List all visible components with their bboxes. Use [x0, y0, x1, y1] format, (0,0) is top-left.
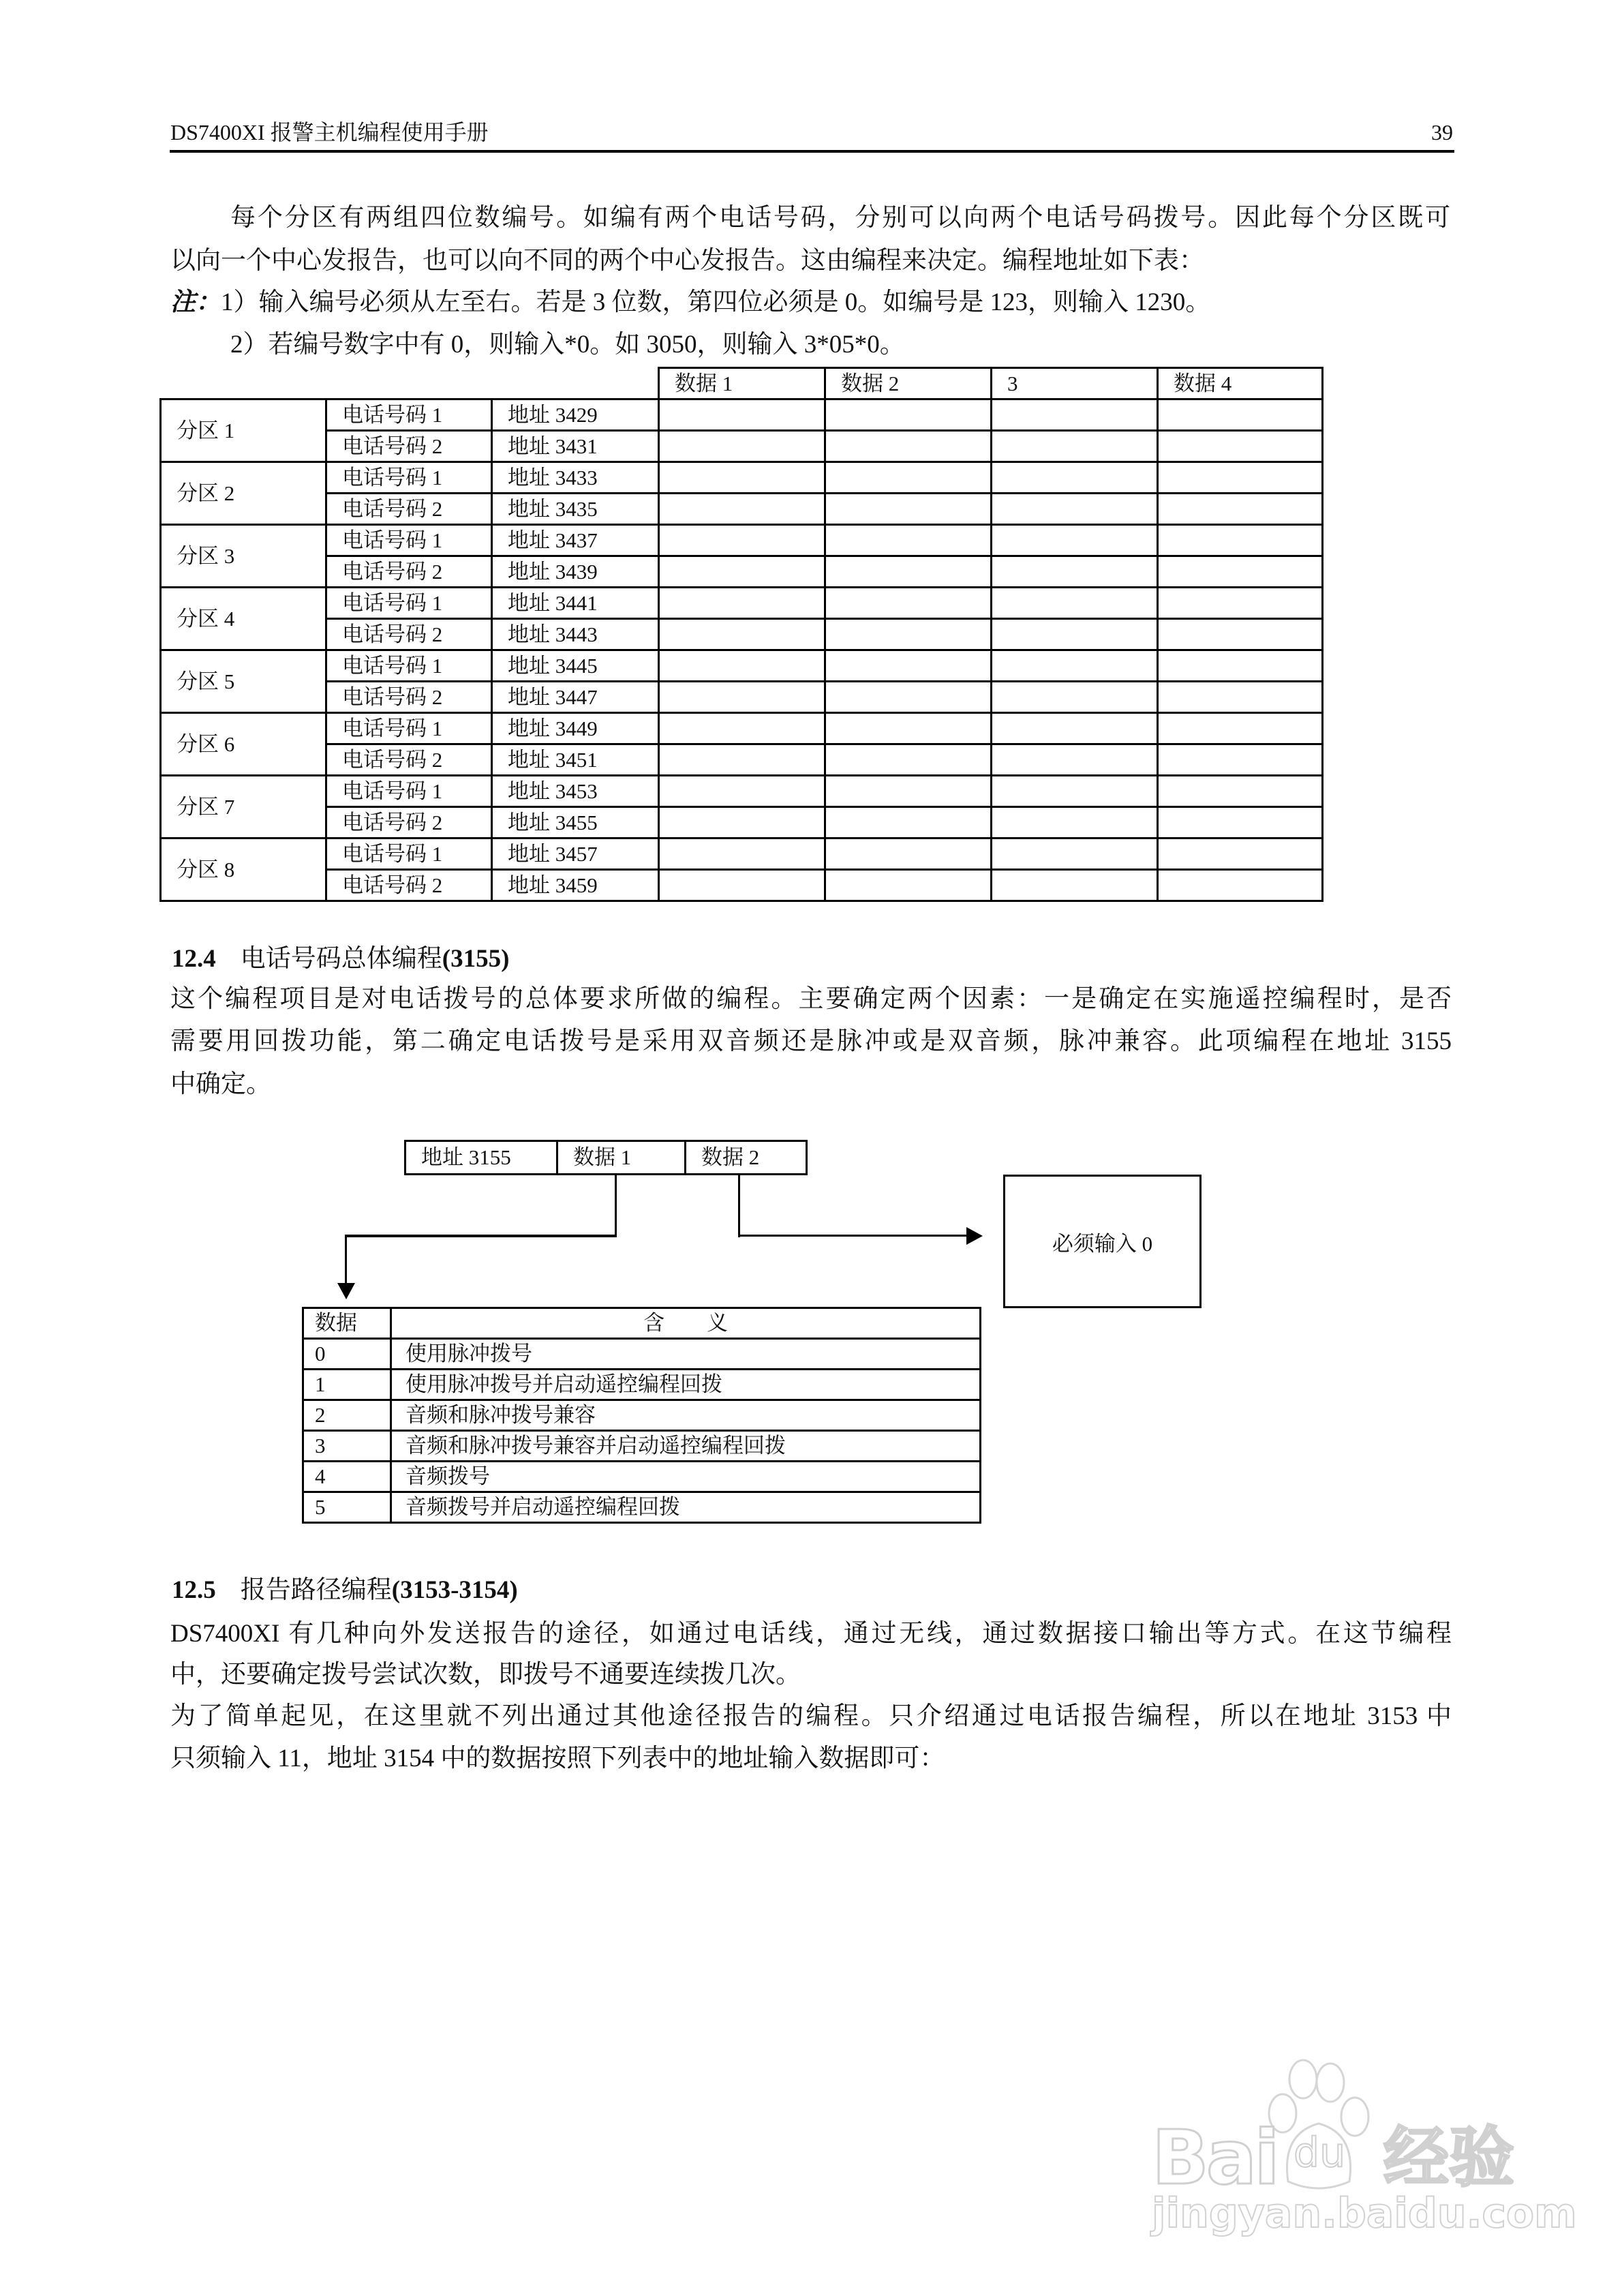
- section-12-4-line-3: 中确定。: [170, 1070, 271, 1098]
- partition-label-cell: 分区 6: [161, 713, 326, 776]
- phone-1-label-cell: 电话号码 1: [326, 776, 492, 807]
- data-entry-cell: [825, 619, 992, 650]
- watermark-du-text: du: [1294, 2129, 1346, 2177]
- section-title: 电话号码总体编程: [240, 945, 442, 973]
- section-12-5-line-1: DS7400XI 有几种向外发送报告的途径，如通过电话线，通过无线，通过数据接口输出等方式。在这节编程: [170, 1620, 1452, 1648]
- phone-2-label-cell: 电话号码 2: [326, 619, 492, 650]
- header-cell-data1: 数据 1: [659, 368, 825, 399]
- section-number: 12.4: [172, 945, 216, 973]
- header-cell-data3: 3: [992, 368, 1158, 399]
- data-entry-cell: [659, 462, 825, 494]
- data-entry-cell: [659, 744, 825, 776]
- data-entry-cell: [825, 525, 992, 556]
- data-entry-cell: [825, 650, 992, 682]
- data-entry-cell: [992, 839, 1158, 870]
- data-entry-cell: [1158, 839, 1323, 870]
- data-entry-cell: [992, 807, 1158, 839]
- table-row: [161, 682, 1323, 713]
- phone-2-label-cell: 电话号码 2: [326, 431, 492, 462]
- address-2-cell: 地址 3431: [492, 431, 659, 462]
- address-1-cell: 地址 3433: [492, 462, 659, 494]
- meaning-value-cell: 4: [303, 1462, 391, 1492]
- address-2-cell: 地址 3455: [492, 807, 659, 839]
- address-2-cell: 地址 3451: [492, 744, 659, 776]
- data-entry-cell: [825, 870, 992, 901]
- data-entry-cell: [659, 588, 825, 619]
- meaning-value-cell: 5: [303, 1492, 391, 1523]
- data-entry-cell: [992, 588, 1158, 619]
- table-row: [161, 807, 1323, 839]
- partition-label-cell: 分区 2: [161, 462, 326, 525]
- phone-2-label-cell: 电话号码 2: [326, 744, 492, 776]
- connector-data1-vertical: [615, 1175, 617, 1237]
- meaning-row: [303, 1370, 981, 1400]
- meaning-header-data: 数据: [303, 1308, 391, 1339]
- watermark-bai-text: Bai: [1152, 2114, 1277, 2201]
- data-entry-cell: [825, 744, 992, 776]
- data-entry-cell: [659, 776, 825, 807]
- meaning-value-cell: 1: [303, 1370, 391, 1400]
- note-1-text: 1）输入编号必须从左至右。若是 3 位数，第四位必须是 0。如编号是 123，则输入 1230。: [221, 288, 1211, 316]
- phone-1-label-cell: 电话号码 1: [326, 399, 492, 431]
- table-row: [161, 431, 1323, 462]
- data-entry-cell: [1158, 619, 1323, 650]
- address-2-cell: 地址 3459: [492, 870, 659, 901]
- partition-address-table: [159, 367, 1323, 902]
- partition-label-cell: 分区 7: [161, 776, 326, 839]
- phone-2-label-cell: 电话号码 2: [326, 870, 492, 901]
- header-rule: [170, 150, 1454, 153]
- data-entry-cell: [659, 839, 825, 870]
- data-entry-cell: [1158, 462, 1323, 494]
- data-entry-cell: [1158, 650, 1323, 682]
- section-12-5-line-2: 中，还要确定拨号尝试次数，即拨号不通要连续拨几次。: [170, 1661, 801, 1689]
- address-1-cell: 地址 3437: [492, 525, 659, 556]
- data-entry-cell: [825, 399, 992, 431]
- data-entry-cell: [992, 650, 1158, 682]
- data-entry-cell: [659, 807, 825, 839]
- address-2-cell: 地址 3435: [492, 494, 659, 525]
- table-row: [161, 839, 1323, 870]
- data-entry-cell: [659, 713, 825, 744]
- data-entry-cell: [825, 682, 992, 713]
- meaning-text-cell: 使用脉冲拨号并启动遥控编程回拨: [391, 1370, 981, 1400]
- connector-data1-horizontal: [345, 1235, 617, 1237]
- note-line-1: [170, 286, 1452, 319]
- data-entry-cell: [992, 744, 1158, 776]
- meaning-row: [303, 1400, 981, 1431]
- data-entry-cell: [1158, 399, 1323, 431]
- data-entry-cell: [992, 399, 1158, 431]
- data-entry-cell: [659, 494, 825, 525]
- data-entry-cell: [825, 556, 992, 588]
- phone-1-label-cell: 电话号码 1: [326, 525, 492, 556]
- address-1-cell: 地址 3445: [492, 650, 659, 682]
- data-entry-cell: [1158, 431, 1323, 462]
- data-entry-cell: [825, 588, 992, 619]
- partition-label-cell: 分区 5: [161, 650, 326, 713]
- data-entry-cell: [1158, 556, 1323, 588]
- data-entry-cell: [825, 713, 992, 744]
- data-entry-cell: [1158, 682, 1323, 713]
- data-entry-cell: [1158, 494, 1323, 525]
- note-line-2: 2）若编号数字中有 0，则输入*0。如 3050，则输入 3*05*0。: [230, 331, 905, 359]
- data2-box-text: 必须输入 0: [1052, 1231, 1153, 1256]
- meaning-row: [303, 1492, 981, 1523]
- meaning-header-row: [303, 1308, 981, 1339]
- data-entry-cell: [1158, 713, 1323, 744]
- partition-label-cell: 分区 1: [161, 399, 326, 462]
- address-cell: 地址 3155: [406, 1142, 558, 1173]
- meaning-row: [303, 1339, 981, 1370]
- data2-cell: 数据 2: [701, 1145, 760, 1169]
- meaning-text-cell: 音频拨号并启动遥控编程回拨: [391, 1492, 981, 1523]
- data-entry-cell: [825, 462, 992, 494]
- data-entry-cell: [825, 776, 992, 807]
- table-row: [161, 713, 1323, 744]
- header-cell-data2: 数据 2: [825, 368, 992, 399]
- address-1-cell: 地址 3453: [492, 776, 659, 807]
- arrow-right-icon: [966, 1227, 984, 1245]
- table-row: [161, 776, 1323, 807]
- data-entry-cell: [659, 650, 825, 682]
- data1-cell: 数据 1: [558, 1142, 686, 1173]
- data-entry-cell: [659, 525, 825, 556]
- data-entry-cell: [992, 776, 1158, 807]
- table-header-row: [161, 368, 1323, 399]
- phone-1-label-cell: 电话号码 1: [326, 462, 492, 494]
- watermark-jingyan-cn-text: 经验: [1383, 2119, 1514, 2196]
- phone-1-label-cell: 电话号码 1: [326, 650, 492, 682]
- table-row: [161, 462, 1323, 494]
- data-entry-cell: [825, 807, 992, 839]
- table-row: [161, 619, 1323, 650]
- data-entry-cell: [825, 839, 992, 870]
- empty-corner-cell: [161, 368, 659, 399]
- data-entry-cell: [992, 462, 1158, 494]
- data-entry-cell: [659, 399, 825, 431]
- meaning-value-cell: 2: [303, 1400, 391, 1431]
- meaning-text-cell: 使用脉冲拨号: [391, 1339, 981, 1370]
- address-2-cell: 地址 3443: [492, 619, 659, 650]
- intro-line-1: 每个分区有两组四位数编号。如编有两个电话号码，分别可以向两个电话号码拨号。因此每个分区既可: [230, 204, 1450, 232]
- data-entry-cell: [1158, 870, 1323, 901]
- data-entry-cell: [825, 431, 992, 462]
- data-entry-cell: [659, 431, 825, 462]
- address-1-cell: 地址 3449: [492, 713, 659, 744]
- table-row: [161, 556, 1323, 588]
- page-number: 39: [1431, 120, 1453, 145]
- phone-1-label-cell: 电话号码 1: [326, 839, 492, 870]
- section-12-5-line-4: 只须输入 11，地址 3154 中的数据按照下列表中的地址输入数据即可：: [170, 1744, 945, 1772]
- partition-label-cell: 分区 3: [161, 525, 326, 588]
- meaning-value-cell: 0: [303, 1339, 391, 1370]
- note-label: 注：: [170, 288, 221, 316]
- table-row: [161, 399, 1323, 431]
- section-title: 报告路径编程: [240, 1576, 392, 1604]
- address-1-cell: 地址 3441: [492, 588, 659, 619]
- section-12-5-line-3: 为了简单起见，在这里就不列出通过其他途径报告的编程。只介绍通过电话报告编程，所以在地址 3153 中: [170, 1702, 1452, 1730]
- header-cell-data4: 数据 4: [1158, 368, 1323, 399]
- table-row: [161, 870, 1323, 901]
- section-12-4-line-2: 需要用回拨功能，第二确定电话拨号是采用双音频还是脉冲或是双音频，脉冲兼容。此项编程在地址 3155: [170, 1027, 1452, 1055]
- table-row: [161, 525, 1323, 556]
- meaning-text-cell: 音频和脉冲拨号兼容: [391, 1400, 981, 1431]
- connector-data2-horizontal: [738, 1235, 970, 1237]
- phone-2-label-cell: 电话号码 2: [326, 494, 492, 525]
- address-1-cell: 地址 3457: [492, 839, 659, 870]
- address-1-cell: 地址 3429: [492, 399, 659, 431]
- meaning-text-cell: 音频和脉冲拨号兼容并启动遥控编程回拨: [391, 1431, 981, 1462]
- phone-1-label-cell: 电话号码 1: [326, 588, 492, 619]
- address-2-cell: 地址 3447: [492, 682, 659, 713]
- phone-1-label-cell: 电话号码 1: [326, 713, 492, 744]
- meaning-row: [303, 1462, 981, 1492]
- data2-must-zero-box: [1003, 1175, 1202, 1308]
- connector-data1-down: [345, 1235, 347, 1285]
- table-row: [161, 588, 1323, 619]
- intro-line-2: 以向一个中心发报告，也可以向不同的两个中心发报告。这由编程来决定。编程地址如下表：: [170, 247, 1204, 275]
- table-row: [161, 650, 1323, 682]
- address-3155-box: [404, 1140, 808, 1175]
- section-code: (3153-3154): [391, 1576, 518, 1604]
- section-12-4-heading: [172, 943, 509, 976]
- data-entry-cell: [992, 431, 1158, 462]
- data-entry-cell: [1158, 776, 1323, 807]
- section-12-5-heading: [172, 1574, 518, 1607]
- phone-2-label-cell: 电话号码 2: [326, 807, 492, 839]
- data-entry-cell: [1158, 807, 1323, 839]
- data-entry-cell: [992, 494, 1158, 525]
- arrow-down-icon: [337, 1283, 355, 1301]
- table-row: [161, 494, 1323, 525]
- data-entry-cell: [992, 556, 1158, 588]
- partition-label-cell: 分区 8: [161, 839, 326, 901]
- running-header-title: DS7400XI 报警主机编程使用手册: [170, 120, 489, 145]
- data-entry-cell: [1158, 588, 1323, 619]
- meaning-text-cell: 音频拨号: [391, 1462, 981, 1492]
- watermark-url-text: jingyan.baidu.com: [1152, 2190, 1577, 2237]
- section-12-4-line-1: 这个编程项目是对电话拨号的总体要求所做的编程。主要确定两个因素：一是确定在实施遥控编程时，是否: [170, 985, 1452, 1013]
- phone-2-label-cell: 电话号码 2: [326, 682, 492, 713]
- meaning-row: [303, 1431, 981, 1462]
- data-entry-cell: [659, 619, 825, 650]
- connector-data2-vertical: [738, 1175, 740, 1237]
- table-row: [161, 744, 1323, 776]
- data-entry-cell: [825, 494, 992, 525]
- meaning-value-cell: 3: [303, 1431, 391, 1462]
- data-entry-cell: [992, 713, 1158, 744]
- data-entry-cell: [1158, 525, 1323, 556]
- meaning-header-meaning: 含 义: [391, 1308, 981, 1339]
- phone-2-label-cell: 电话号码 2: [326, 556, 492, 588]
- data-entry-cell: [992, 525, 1158, 556]
- data-entry-cell: [992, 682, 1158, 713]
- section-number: 12.5: [172, 1576, 216, 1604]
- data1-meaning-table: [302, 1307, 981, 1524]
- section-code: (3155): [442, 945, 510, 973]
- data-entry-cell: [992, 619, 1158, 650]
- partition-label-cell: 分区 4: [161, 588, 326, 650]
- data-entry-cell: [1158, 744, 1323, 776]
- baidu-jingyan-watermark: [1152, 2052, 1577, 2237]
- data-entry-cell: [992, 870, 1158, 901]
- data-entry-cell: [659, 870, 825, 901]
- data-entry-cell: [659, 682, 825, 713]
- address-2-cell: 地址 3439: [492, 556, 659, 588]
- data-entry-cell: [659, 556, 825, 588]
